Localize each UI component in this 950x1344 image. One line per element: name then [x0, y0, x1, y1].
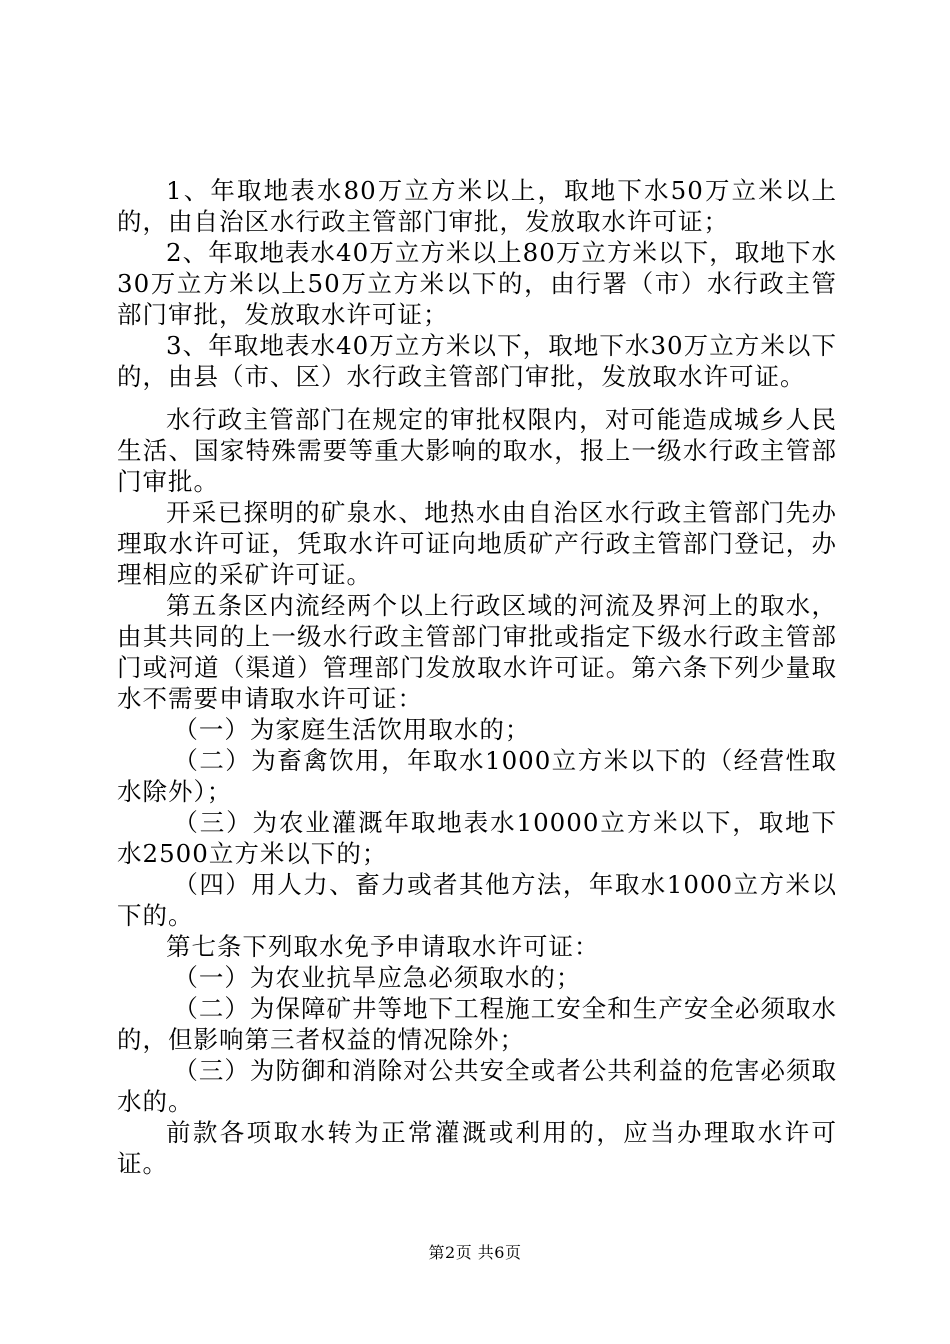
- page-footer: 第2页 共6页: [428, 1243, 522, 1262]
- paragraph-item-2: 2、年取地表水40万立方米以上80万立方米以下，取地下水30万立方米以上50万立方米以下的，由行署（市）水行政主管部门审批，发放取水许可证；: [117, 238, 837, 329]
- list-item-6-3: （三）为农业灌溉年取地表水10000立方米以下，取地下水2500立方米以下的；: [117, 808, 837, 868]
- list-item-6-4: （四）用人力、畜力或者其他方法，年取水1000立方米以下的。: [117, 870, 837, 930]
- list-item-6-1: （一）为家庭生活饮用取水的；: [173, 715, 531, 744]
- list-item-7-3: （三）为防御和消除对公共安全或者公共利益的危害必须取水的。: [117, 1056, 837, 1116]
- paragraph-item-1: 1、年取地表水80万立方米以上，取地下水50万立米以上的，由自治区水行政主管部门审批，发放取水许可证；: [117, 176, 837, 236]
- paragraph-gap: [117, 392, 837, 404]
- list-item-7-2: （二）为保障矿井等地下工程施工安全和生产安全必须取水的，但影响第三者权益的情况除外；: [117, 994, 837, 1054]
- paragraph-item-3: 3、年取地表水40万立方米以下，取地下水30万立方米以下的，由县（市、区）水行政主管部门审批，发放取水许可证。: [117, 331, 837, 391]
- list-item-6-2: （二）为畜禽饮用，年取水1000立方米以下的（经营性取水除外）；: [117, 746, 837, 806]
- list-item-7-1: （一）为农业抗旱应急必须取水的；: [173, 963, 582, 992]
- paragraph-article-7: 第七条下列取水免予申请取水许可证：: [166, 932, 600, 961]
- paragraph-approval-authority: 水行政主管部门在规定的审批权限内，对可能造成城乡人民生活、国家特殊需要等重大影响的取水，报上一级水行政主管部门审批。: [117, 405, 837, 496]
- paragraph-article-5-6: 第五条区内流经两个以上行政区域的河流及界河上的取水，由其共同的上一级水行政主管部门审批或指定下级水行政主管部门或河道（渠道）管理部门发放取水许可证。第六条下列少量取水不需要申请取水许可证：: [117, 591, 837, 713]
- paragraph-conversion-rule: 前款各项取水转为正常灌溉或利用的，应当办理取水许可证。: [117, 1118, 837, 1178]
- paragraph-mineral-water: 开采已探明的矿泉水、地热水由自治区水行政主管部门先办理取水许可证，凭取水许可证向地质矿产行政主管部门登记，办理相应的采矿许可证。: [117, 498, 837, 589]
- document-body: [117, 175, 837, 1179]
